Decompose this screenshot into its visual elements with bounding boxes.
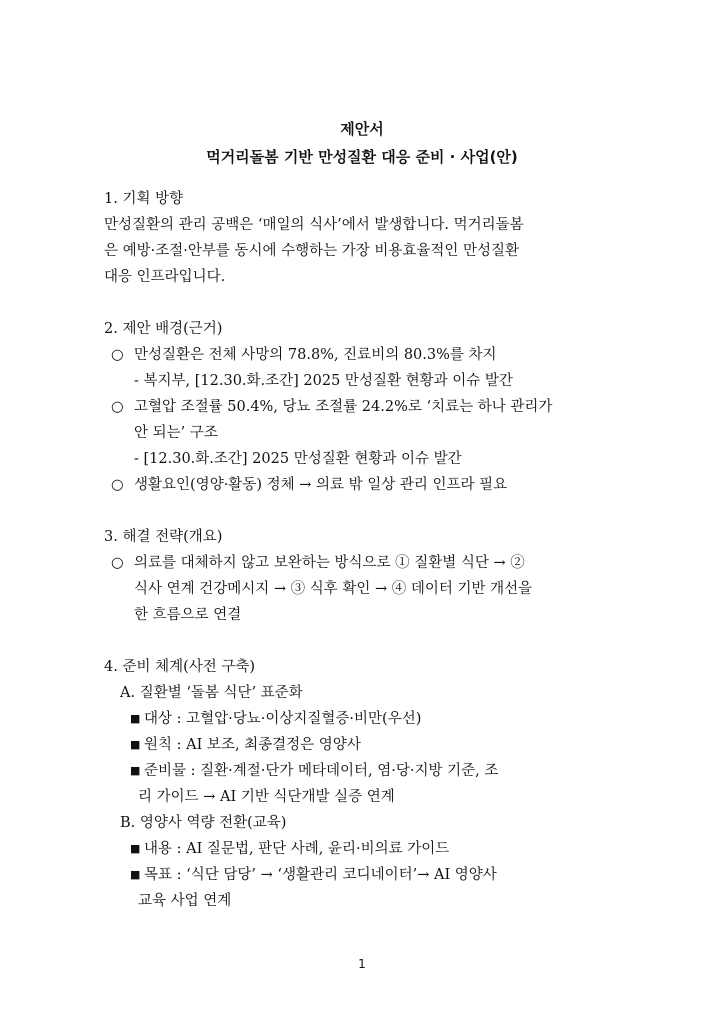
circle-bullet-icon: ○	[111, 347, 124, 363]
document-subtitle: 먹거리돌봄 기반 만성질환 대응 준비 · 사업(안)	[206, 148, 518, 166]
paragraph-line: 만성질환의 관리 공백은 ‘매일의 식사’에서 발생합니다. 먹거리돌봄	[104, 217, 524, 233]
paragraph-line: 대응 인프라입니다.	[104, 269, 226, 285]
list-item-text: 목표 : ‘식단 담당’ → ‘생활관리 코디네이터’→ AI 영양사	[144, 867, 497, 883]
square-bullet-icon: ■	[130, 764, 141, 777]
list-item-text: 안 되는’ 구조	[134, 425, 218, 441]
subsection-b-heading: B. 영양사 역량 전환(교육)	[120, 815, 287, 831]
document-title: 제안서	[340, 120, 384, 138]
list-item-text: 식사 연계 건강메시지 → ③ 식후 확인 → ④ 데이터 기반 개선을	[134, 581, 533, 597]
list-item-text: 생활요인(영양·활동) 정체 → 의료 밖 일상 관리 인프라 필요	[134, 477, 508, 493]
square-bullet-icon: ■	[130, 712, 141, 725]
list-item-text: 교육 사업 연계	[138, 893, 232, 909]
square-bullet-icon: ■	[130, 738, 141, 751]
square-bullet-icon: ■	[130, 868, 141, 881]
list-item	[104, 706, 622, 732]
list-item-text: 의료를 대체하지 않고 보완하는 방식으로 ① 질환별 식단 → ②	[134, 555, 525, 571]
subsection-a-heading: A. 질환별 ‘돌봄 식단’ 표준화	[120, 685, 303, 701]
circle-bullet-icon: ○	[111, 399, 124, 415]
document-body	[104, 186, 622, 914]
list-item	[104, 732, 622, 758]
section-1-paragraph	[104, 212, 622, 290]
list-item-text: 한 흐름으로 연결	[134, 607, 242, 623]
list-item-text: 원칙 : AI 보조, 최종결정은 영양사	[144, 737, 361, 753]
title-block	[0, 118, 724, 168]
list-item	[104, 342, 622, 368]
source-note: - [12.30.화.조간] 2025 만성질환 현황과 이슈 발간	[134, 451, 462, 467]
list-item-text: 준비물 : 질환·계절·단가 메타데이터, 염·당·지방 기준, 조	[144, 763, 499, 779]
list-item-text: 리 가이드 → AI 기반 식단개발 실증 연계	[138, 789, 395, 805]
section-1-heading: 1. 기획 방향	[104, 191, 184, 207]
list-item	[104, 862, 622, 914]
circle-bullet-icon: ○	[111, 555, 124, 571]
list-item-text: 만성질환은 전체 사망의 78.8%, 진료비의 80.3%를 차지	[134, 347, 497, 363]
section-3-heading: 3. 해결 전략(개요)	[104, 529, 223, 545]
list-item-text: 대상 : 고혈압·당뇨·이상지질혈증·비만(우선)	[144, 711, 422, 727]
list-item	[104, 550, 622, 628]
circle-bullet-icon: ○	[111, 477, 124, 493]
list-item-text: 고혈압 조절률 50.4%, 당뇨 조절률 24.2%로 ‘치료는 하나 관리가	[134, 399, 553, 415]
list-item	[104, 394, 622, 446]
paragraph-line: 은 예방·조절·안부를 동시에 수행하는 가장 비용효율적인 만성질환	[104, 243, 520, 259]
page-number: 1	[358, 957, 366, 971]
list-item	[104, 836, 622, 862]
source-note: - 복지부, [12.30.화.조간] 2025 만성질환 현황과 이슈 발간	[134, 373, 513, 389]
list-item	[104, 758, 622, 810]
list-item	[104, 472, 622, 498]
list-item-text: 내용 : AI 질문법, 판단 사례, 윤리·비의료 가이드	[144, 841, 450, 857]
section-4-heading: 4. 준비 체계(사전 구축)	[104, 659, 256, 675]
section-2-heading: 2. 제안 배경(근거)	[104, 321, 223, 337]
square-bullet-icon: ■	[130, 842, 141, 855]
